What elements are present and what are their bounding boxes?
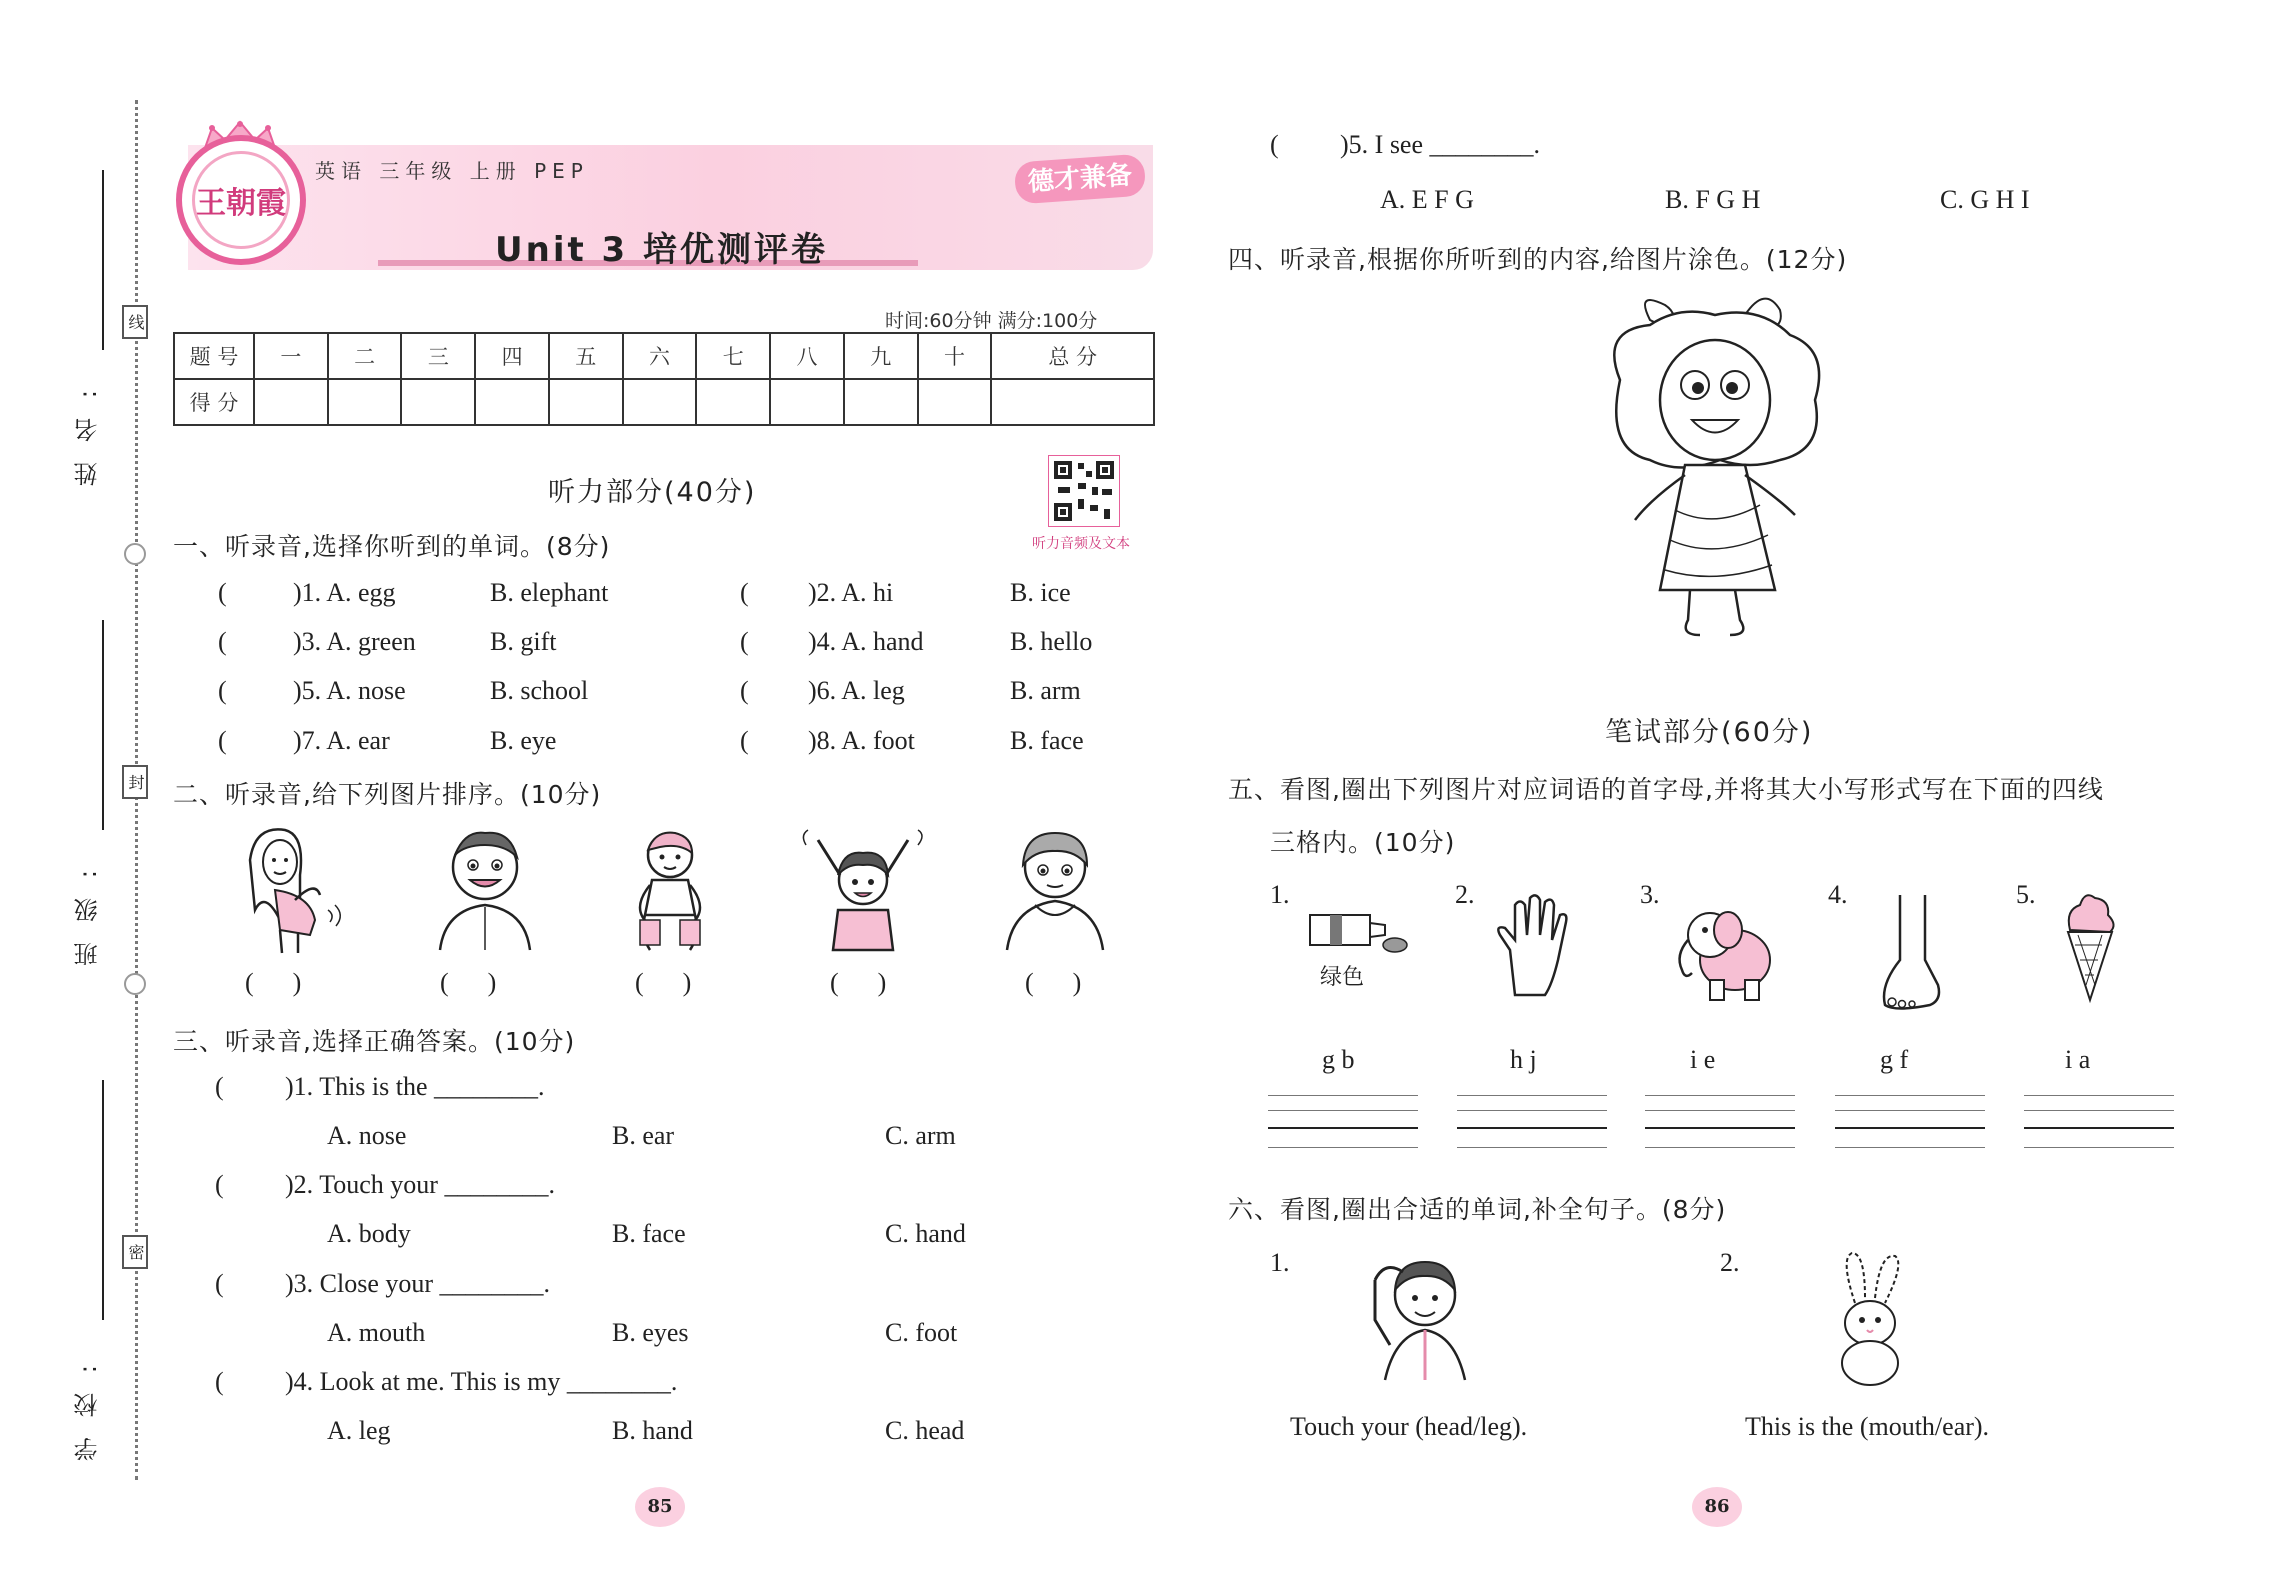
question-3-2: )2. Touch your ________. <box>285 1170 555 1199</box>
item-number: 2. <box>1455 880 1475 909</box>
answer-paren[interactable]: ( <box>218 578 227 607</box>
table-cell: 题 号 <box>174 333 254 379</box>
boy-smiling-icon <box>425 825 545 955</box>
line-box: 线 <box>122 305 148 339</box>
table-cell: 九 <box>844 333 918 379</box>
option-b: B. elephant <box>490 578 609 607</box>
girl-coloring-icon[interactable] <box>1580 290 1850 640</box>
four-line-grid[interactable] <box>1645 1095 1795 1165</box>
name-field[interactable] <box>102 170 104 350</box>
letter-choices[interactable]: i e <box>1690 1045 1716 1074</box>
listening-title: 听力部分(40分) <box>548 477 757 508</box>
table-cell: 三 <box>401 333 475 379</box>
option-b: B. school <box>490 676 589 705</box>
score-table-header-row <box>174 333 1154 379</box>
answer-paren[interactable]: ( <box>215 1367 224 1396</box>
answer-paren[interactable]: ( <box>1270 130 1279 159</box>
section-1-title: 一、听录音,选择你听到的单词。(8分) <box>173 532 611 561</box>
option-b: B. hello <box>1010 627 1093 656</box>
page-title: Unit 3 培优测评卷 <box>495 230 829 270</box>
binding-hole-icon <box>124 543 146 565</box>
option-c: C. foot <box>885 1318 958 1347</box>
score-cell[interactable] <box>475 379 549 425</box>
question-3: )3. A. green <box>293 627 416 656</box>
sentence-2[interactable]: This is the (mouth/ear). <box>1745 1412 1990 1441</box>
page-number-left: 85 <box>635 1487 685 1527</box>
answer-paren[interactable]: ( <box>215 1269 224 1298</box>
score-cell[interactable] <box>844 379 918 425</box>
section-6-title: 六、看图,圈出合适的单词,补全句子。(8分) <box>1228 1195 1727 1224</box>
virtue-badge: 德才兼备 <box>1014 154 1147 205</box>
qr-code-icon[interactable] <box>1048 455 1120 527</box>
option-a: A. nose <box>327 1121 407 1150</box>
paint-caption: 绿色 <box>1320 965 1365 990</box>
four-line-grid[interactable] <box>1268 1095 1418 1165</box>
table-cell: 七 <box>696 333 770 379</box>
item-number: 1. <box>1270 1248 1290 1277</box>
section-2-title: 二、听录音,给下列图片排序。(10分) <box>173 780 602 809</box>
table-cell: 总 分 <box>991 333 1154 379</box>
score-table <box>173 332 1155 426</box>
letter-choices[interactable]: h j <box>1510 1045 1537 1074</box>
question-4: )4. A. hand <box>808 627 924 656</box>
score-cell[interactable] <box>696 379 770 425</box>
answer-paren[interactable]: ( <box>218 627 227 656</box>
table-cell: 得 分 <box>174 379 254 425</box>
option-c: C. hand <box>885 1219 966 1248</box>
option-b: B. face <box>1010 726 1084 755</box>
table-cell: 六 <box>623 333 697 379</box>
logo-text: 王朝霞 <box>192 151 290 249</box>
answer-paren[interactable]: ( <box>215 1072 224 1101</box>
score-cell[interactable] <box>991 379 1154 425</box>
girl-touching-shoulder-icon <box>220 820 350 955</box>
girl-raising-arms-icon <box>798 825 928 955</box>
option-b: B. hand <box>612 1416 693 1445</box>
order-paren[interactable]: ( ) <box>440 968 497 997</box>
question-5: )5. A. nose <box>293 676 406 705</box>
answer-paren[interactable]: ( <box>218 726 227 755</box>
score-cell[interactable] <box>328 379 402 425</box>
publisher-logo <box>176 135 306 265</box>
score-cell[interactable] <box>770 379 844 425</box>
answer-paren[interactable]: ( <box>740 578 749 607</box>
question-3-5: )5. I see ________. <box>1340 130 1541 159</box>
table-cell: 五 <box>549 333 623 379</box>
name-label: 姓名: <box>74 370 102 487</box>
item-number: 1. <box>1270 880 1290 909</box>
question-7: )7. A. ear <box>293 726 390 755</box>
four-line-grid[interactable] <box>2024 1095 2174 1165</box>
option-b: B. ice <box>1010 578 1071 607</box>
dense-box: 密 <box>122 1235 148 1269</box>
boy-touching-head-icon <box>1355 1250 1495 1385</box>
order-paren[interactable]: ( ) <box>1025 968 1082 997</box>
book-tagline: 英语 三年级 上册 PEP <box>315 159 589 183</box>
class-field[interactable] <box>102 620 104 830</box>
table-cell: 八 <box>770 333 844 379</box>
hand-icon <box>1490 890 1580 1000</box>
class-label: 班级: <box>74 850 102 967</box>
score-table-score-row <box>174 379 1154 425</box>
score-cell[interactable] <box>918 379 992 425</box>
girl-touching-knees-icon <box>610 825 730 955</box>
section-5-title: 五、看图,圈出下列图片对应词语的首字母,并将其大小写形式写在下面的四线 <box>1228 775 2104 804</box>
item-number: 3. <box>1640 880 1660 909</box>
item-number: 4. <box>1828 880 1848 909</box>
option-b: B. face <box>612 1219 686 1248</box>
page-number-right: 86 <box>1692 1487 1742 1527</box>
time-info: 时间:60分钟 满分:100分 <box>885 310 1098 332</box>
question-8: )8. A. foot <box>808 726 915 755</box>
section-3-title: 三、听录音,选择正确答案。(10分) <box>173 1027 576 1056</box>
answer-paren[interactable]: ( <box>215 1170 224 1199</box>
letter-choices[interactable]: g f <box>1880 1045 1909 1074</box>
table-cell: 一 <box>254 333 328 379</box>
option-b: B. eye <box>490 726 557 755</box>
order-paren[interactable]: ( ) <box>635 968 692 997</box>
item-number: 2. <box>1720 1248 1740 1277</box>
option-b: B. gift <box>490 627 557 656</box>
option-b: B. F G H <box>1665 185 1761 214</box>
answer-paren[interactable]: ( <box>740 726 749 755</box>
question-1: )1. A. egg <box>293 578 396 607</box>
paint-tube-icon <box>1300 905 1410 965</box>
answer-paren[interactable]: ( <box>218 676 227 705</box>
table-cell: 二 <box>328 333 402 379</box>
option-b: B. arm <box>1010 676 1081 705</box>
four-line-grid[interactable] <box>1457 1095 1607 1165</box>
question-2: )2. A. hi <box>808 578 894 607</box>
four-line-grid[interactable] <box>1835 1095 1985 1165</box>
school-field[interactable] <box>102 1080 104 1320</box>
score-cell[interactable] <box>623 379 697 425</box>
letter-choices[interactable]: i a <box>2065 1045 2091 1074</box>
option-c: C. arm <box>885 1121 956 1150</box>
question-3-1: )1. This is the ________. <box>285 1072 545 1101</box>
qr-caption: 听力音频及文本 <box>1032 536 1130 552</box>
option-c: C. G H I <box>1940 185 2030 214</box>
order-paren[interactable]: ( ) <box>245 968 302 997</box>
order-paren[interactable]: ( ) <box>830 968 887 997</box>
foot-icon <box>1870 890 1950 1015</box>
score-cell[interactable] <box>254 379 328 425</box>
rabbit-icon <box>1820 1248 1920 1388</box>
option-b: B. eyes <box>612 1318 689 1347</box>
question-3-4: )4. Look at me. This is my ________. <box>285 1367 678 1396</box>
item-number: 5. <box>2016 880 2036 909</box>
section-5-title-2: 三格内。(10分) <box>1270 828 1456 857</box>
school-label: 学校: <box>74 1345 102 1462</box>
question-6: )6. A. leg <box>808 676 905 705</box>
sentence-1[interactable]: Touch your (head/leg). <box>1290 1412 1528 1441</box>
writing-title: 笔试部分(60分) <box>1605 717 1814 748</box>
option-a: A. leg <box>327 1416 391 1445</box>
option-b: B. ear <box>612 1121 675 1150</box>
option-a: A. E F G <box>1380 185 1474 214</box>
letter-choices[interactable]: g b <box>1322 1045 1355 1074</box>
table-cell: 四 <box>475 333 549 379</box>
answer-paren[interactable]: ( <box>740 676 749 705</box>
binding-hole-icon <box>124 973 146 995</box>
ice-cream-icon <box>2060 890 2120 1005</box>
answer-paren[interactable]: ( <box>740 627 749 656</box>
option-a: A. body <box>327 1219 411 1248</box>
table-cell: 十 <box>918 333 992 379</box>
seal-box: 封 <box>122 765 148 799</box>
boy-hoodie-icon <box>995 825 1115 955</box>
question-3-3: )3. Close your ________. <box>285 1269 551 1298</box>
option-c: C. head <box>885 1416 965 1445</box>
section-4-title: 四、听录音,根据你所听到的内容,给图片涂色。(12分) <box>1228 245 1848 274</box>
elephant-icon <box>1670 895 1780 1005</box>
score-cell[interactable] <box>401 379 475 425</box>
option-a: A. mouth <box>327 1318 426 1347</box>
score-cell[interactable] <box>549 379 623 425</box>
